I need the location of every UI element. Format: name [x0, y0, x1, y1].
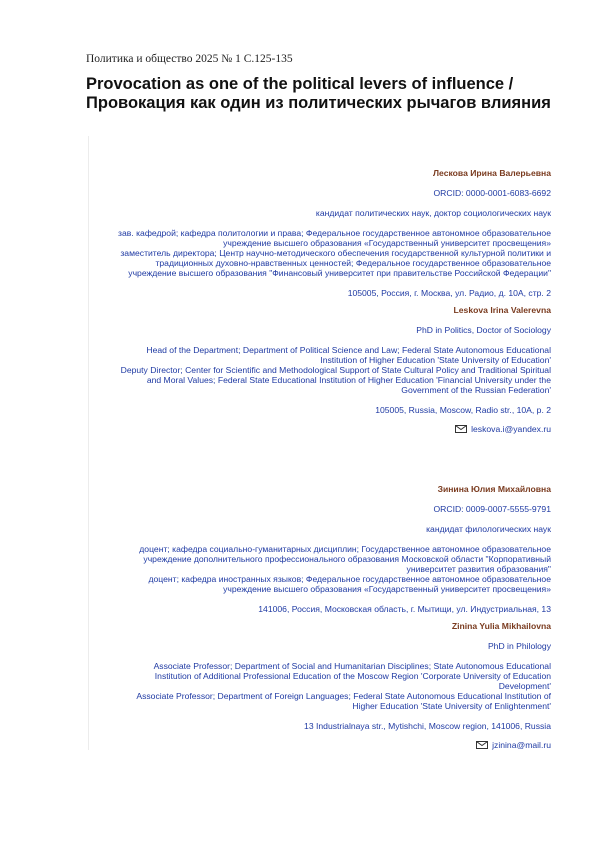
degree-en: PhD in Philology [487, 641, 551, 651]
address-ru: 141006, Россия, Московская область, г. Мытищи, ул. Индустриальная, 13 [258, 604, 551, 614]
affiliation-line: and Moral Values; Federal State Educational Institution of Higher Education 'Financial University under the [146, 375, 551, 385]
affiliation-line: доцент; кафедра иностранных языков; Федеральное государственное автономное образовательное [148, 574, 551, 584]
author-name-en: Leskova Irina Valerevna [453, 305, 551, 315]
article-title: Provocation as one of the political levers of influence / Провокация как один из политических рычагов влияния [86, 75, 551, 112]
author-card [89, 434, 551, 750]
affiliation-line: зав. кафедрой; кафедра политологии и права; Федеральное государственное автономное образовательное [118, 228, 551, 238]
affiliations-ru [89, 544, 551, 594]
envelope-icon [476, 741, 488, 749]
affiliation-line: учреждение высшего образования "Финансовый университет при правительстве Российской Федерации" [128, 268, 551, 278]
affiliation-line: Deputy Director; Center for Scientific and Methodological Support of State Cultural Policy and Traditional Spiritual [120, 365, 551, 375]
orcid[interactable]: ORCID: 0000-0001-6083-6692 [433, 188, 551, 198]
affiliation-line: учреждение дополнительного профессионального образования Московской области "Корпоративный [143, 554, 551, 564]
orcid[interactable]: ORCID: 0009-0007-5555-9791 [433, 504, 551, 514]
affiliation-line: доцент; кафедра социально-гуманитарных дисциплин; Государственное автономное образовательное [139, 544, 551, 554]
affiliation-line: Associate Professor; Department of Foreign Languages; Federal State Autonomous Educational Institution of [136, 691, 551, 701]
affiliation-line: учреждение высшего образования «Государственный университет просвещения» [223, 584, 551, 594]
affiliation-line: Institution of Additional Professional Education of the Moscow Region 'Corporate University of Education [154, 671, 551, 681]
degree-en: PhD in Politics, Doctor of Sociology [416, 325, 551, 335]
author-name-en: Zinina Yulia Mikhailovna [451, 621, 551, 631]
affiliation-line: Government of the Russian Federation' [401, 385, 551, 395]
degree-ru: кандидат политических наук, доктор социологических наук [315, 208, 551, 218]
email-link[interactable] [89, 424, 551, 434]
affiliation-line: Higher Education 'State University of Enlightenment' [352, 701, 551, 711]
affiliation-line: Associate Professor; Department of Social and Humanitarian Disciplines; State Autonomous Educational [153, 661, 551, 671]
envelope-icon [455, 425, 467, 433]
email-address[interactable]: jzinina@mail.ru [492, 740, 551, 750]
affiliation-line: учреждение высшего образования «Государственный университет просвещения» [223, 238, 551, 248]
affiliation-line: Institution of Higher Education 'State University of Education' [320, 355, 551, 365]
affiliations-en [89, 345, 551, 395]
email-address[interactable]: leskova.i@yandex.ru [471, 424, 551, 434]
affiliations-ru [89, 228, 551, 278]
affiliation-line: университет развития образования" [406, 564, 551, 574]
degree-ru: кандидат филологических наук [426, 524, 551, 534]
address-en: 13 Industrialnaya str., Mytishchi, Moscow region, 141006, Russia [304, 721, 551, 731]
email-link[interactable] [89, 740, 551, 750]
address-en: 105005, Russia, Moscow, Radio str., 10A, p. 2 [375, 405, 551, 415]
affiliation-line: Head of the Department; Department of Political Science and Law; Federal State Autonomous Educational [146, 345, 551, 355]
affiliations-en [89, 661, 551, 711]
affiliation-line: традиционных духовно-нравственных ценностей; Федеральное государственное образовательное [155, 258, 551, 268]
journal-citation: Политика и общество 2025 № 1 С.125-135 [86, 53, 293, 65]
author-card [89, 136, 551, 434]
author-name-ru: Зинина Юлия Михайловна [437, 484, 551, 494]
address-ru: 105005, Россия, г. Москва, ул. Радио, д. 10А, стр. 2 [347, 288, 551, 298]
affiliation-line: Development' [498, 681, 551, 691]
author-name-ru: Лескова Ирина Валерьевна [433, 168, 551, 178]
authors-block [88, 136, 551, 750]
affiliation-line: заместитель директора; Центр научно-методического обеспечения государственной культурной политики и [120, 248, 551, 258]
